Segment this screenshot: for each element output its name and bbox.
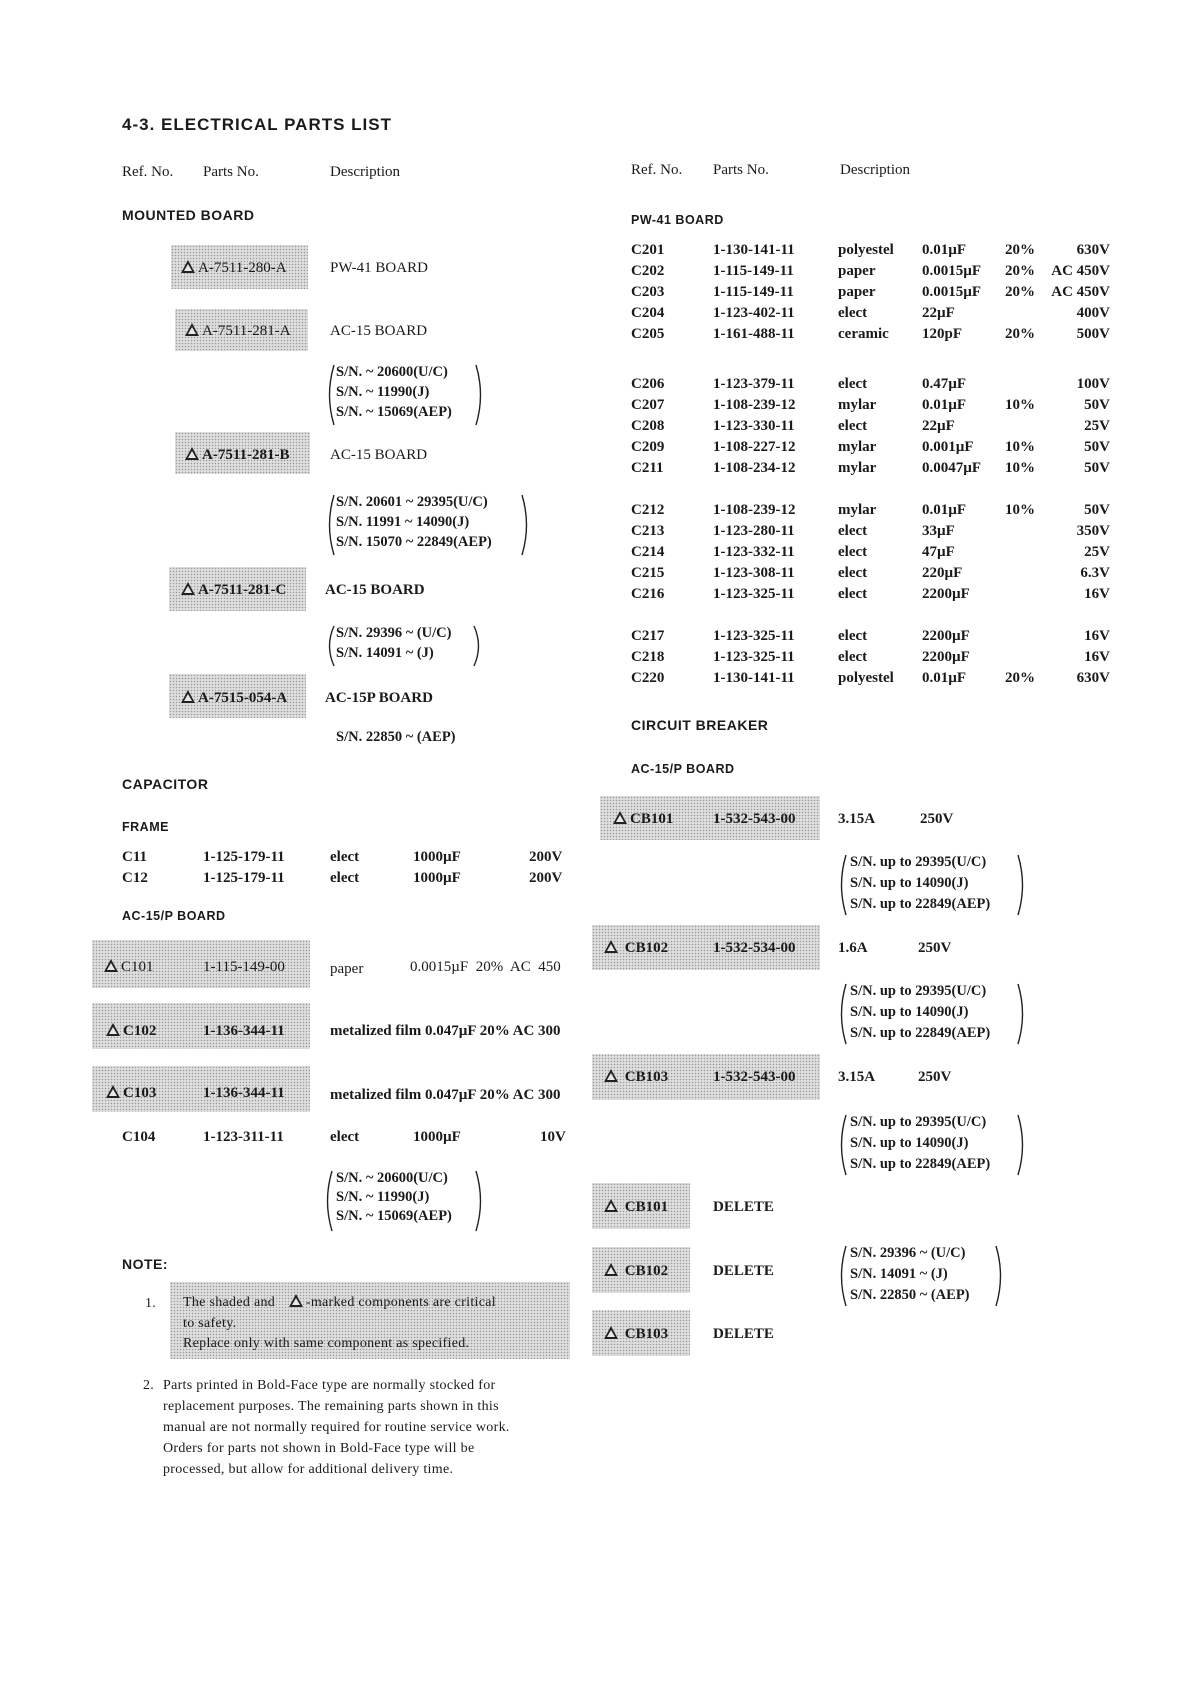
mounted-board-heading: MOUNTED BOARD	[122, 207, 255, 223]
cell-value: 22µF	[922, 418, 955, 434]
part-description: AC-15P BOARD	[325, 690, 433, 706]
cell-rating: 25V	[1084, 418, 1110, 434]
cell-rating: 100V	[1076, 376, 1110, 392]
part-number: A-7511-280-A	[198, 260, 287, 276]
warning-triangle-icon	[185, 447, 199, 460]
cell-part: 1-130-141-11	[713, 242, 795, 258]
current-rating: 3.15A	[838, 1069, 876, 1085]
cell-part: 1-123-325-11	[713, 586, 795, 602]
part-description: AC-15 BOARD	[325, 582, 425, 598]
part-number: 1-532-543-00	[713, 811, 796, 827]
cell-part: 1-115-149-11	[713, 263, 794, 279]
cb-board-heading: AC-15/P BOARD	[631, 762, 735, 776]
note-text-part: -marked components are critical	[305, 1295, 496, 1310]
cell-value: 0.0015µF	[922, 263, 982, 279]
serial-number-range: S/N. 15070 ~ 22849(AEP)	[336, 534, 492, 550]
ref-number: C102	[123, 1023, 157, 1039]
serial-number-range: S/N. ~ 15069(AEP)	[336, 404, 452, 420]
cell-type: elect	[838, 649, 868, 665]
right-bracket	[474, 1170, 486, 1232]
cell-type: elect	[838, 418, 868, 434]
warning-triangle-icon	[181, 582, 195, 595]
part-number: A-7511-281-C	[198, 582, 287, 598]
list-item	[104, 958, 154, 976]
ref-number: CB103	[624, 1069, 669, 1085]
cell-rating: 50V	[1084, 460, 1110, 476]
note-text: manual are not normally required for routine service work.	[163, 1420, 510, 1435]
cell-rating: 630V	[1076, 670, 1110, 686]
left-bracket	[836, 1114, 848, 1176]
note-text: Parts printed in Bold-Face type are normally stocked for	[163, 1378, 496, 1393]
cell-value: 33µF	[922, 523, 955, 539]
serial-number-range: S/N. 20601 ~ 29395(U/C)	[336, 494, 488, 510]
list-item	[181, 581, 286, 599]
part-number: 1-115-149-00	[203, 959, 285, 975]
note-heading: NOTE:	[122, 1256, 169, 1272]
list-item	[106, 1084, 156, 1102]
serial-number-range: S/N. up to 14090(J)	[850, 1004, 969, 1020]
delete-label: DELETE	[713, 1263, 774, 1279]
cell-value: 2200µF	[922, 586, 970, 602]
list-item	[613, 810, 673, 828]
cell-part: 1-108-239-12	[713, 502, 796, 518]
frame-heading: FRAME	[122, 820, 169, 834]
left-bracket	[324, 494, 336, 556]
warning-triangle-icon	[104, 959, 118, 972]
cell-value: 22µF	[922, 305, 955, 321]
ref-number: C11	[122, 849, 148, 865]
note-text: replacement purposes. The remaining parts shown in this	[163, 1399, 499, 1414]
part-number: 1-532-543-00	[713, 1069, 796, 1085]
voltage-rating: 200V	[529, 870, 563, 886]
right-bracket	[472, 625, 484, 667]
left-bracket	[836, 854, 848, 916]
list-item	[106, 1022, 156, 1040]
left-bracket	[836, 983, 848, 1045]
cell-rating: 50V	[1084, 439, 1110, 455]
cell-part: 1-123-325-11	[713, 628, 795, 644]
part-number: A-7511-281-B	[202, 447, 290, 463]
part-number: 1-532-534-00	[713, 940, 796, 956]
capacitor-heading: CAPACITOR	[122, 776, 209, 792]
left-bracket	[324, 364, 336, 426]
capacitor-value: 1000µF	[413, 849, 461, 865]
cell-type: elect	[838, 565, 868, 581]
cell-rating: 16V	[1084, 586, 1110, 602]
cell-ref: C214	[631, 544, 665, 560]
cell-value: 0.0015µF	[922, 284, 982, 300]
capacitor-type: elect	[330, 870, 360, 886]
serial-number-range: S/N. 14091 ~ (J)	[336, 645, 434, 661]
warning-triangle-icon	[604, 940, 618, 953]
part-number: A-7515-054-A	[198, 690, 288, 706]
serial-number-range: S/N. ~ 15069(AEP)	[336, 1208, 452, 1224]
list-item	[185, 446, 290, 464]
cell-ref: C206	[631, 376, 665, 392]
part-number: 1-125-179-11	[203, 870, 285, 886]
cell-type: elect	[838, 523, 868, 539]
cell-ref: C205	[631, 326, 665, 342]
cell-part: 1-115-149-11	[713, 284, 794, 300]
cell-tol: 20%	[1005, 284, 1035, 300]
cell-type: elect	[838, 305, 868, 321]
cell-part: 1-108-234-12	[713, 460, 796, 476]
cell-type: paper	[838, 263, 876, 279]
cell-part: 1-108-239-12	[713, 397, 796, 413]
voltage-rating: 250V	[918, 1069, 952, 1085]
list-item	[604, 1262, 668, 1280]
ac-board-heading: AC-15/P BOARD	[122, 909, 226, 923]
capacitor-type: elect	[330, 1129, 360, 1145]
right-bracket	[1016, 1114, 1028, 1176]
delete-label: DELETE	[713, 1199, 774, 1215]
ref-number: C103	[123, 1085, 157, 1101]
part-description: PW-41 BOARD	[330, 260, 428, 276]
pw41-board-heading: PW-41 BOARD	[631, 213, 724, 227]
warning-triangle-icon	[604, 1263, 618, 1276]
serial-number-range: S/N. ~ 20600(U/C)	[336, 1170, 448, 1186]
note-number: 1.	[145, 1296, 157, 1311]
ref-number: CB102	[624, 940, 669, 956]
serial-number-range: S/N. up to 22849(AEP)	[850, 1156, 991, 1172]
cell-tol: 10%	[1005, 439, 1035, 455]
cell-rating: AC 450V	[1051, 284, 1110, 300]
cell-rating: 50V	[1084, 397, 1110, 413]
current-rating: 1.6A	[838, 940, 868, 956]
cell-ref: C218	[631, 649, 665, 665]
list-item	[185, 322, 291, 340]
serial-number-range: S/N. 22850 ~ (AEP)	[336, 729, 456, 745]
warning-triangle-icon	[613, 811, 627, 824]
cell-rating: AC 450V	[1051, 263, 1110, 279]
part-number: 1-136-344-11	[203, 1023, 285, 1039]
cell-type: polyestel	[838, 670, 894, 686]
warning-triangle-icon	[181, 260, 195, 273]
serial-number-range: S/N. up to 29395(U/C)	[850, 854, 987, 870]
cell-tol: 20%	[1005, 326, 1035, 342]
right-bracket	[520, 494, 532, 556]
cell-ref: C220	[631, 670, 665, 686]
cell-ref: C207	[631, 397, 665, 413]
cell-tol: 20%	[1005, 263, 1035, 279]
note-text-part: The shaded and	[183, 1295, 276, 1310]
serial-number-range: S/N. ~ 20600(U/C)	[336, 364, 448, 380]
parts-no-header: Parts No.	[713, 162, 769, 178]
warning-triangle-icon	[289, 1294, 303, 1307]
cell-value: 0.0047µF	[922, 460, 982, 476]
cell-part: 1-130-141-11	[713, 670, 795, 686]
cell-type: mylar	[838, 460, 877, 476]
cell-part: 1-123-402-11	[713, 305, 795, 321]
cell-value: 2200µF	[922, 649, 970, 665]
cell-part: 1-123-379-11	[713, 376, 795, 392]
cell-value: 2200µF	[922, 628, 970, 644]
warning-triangle-icon	[604, 1326, 618, 1339]
serial-number-range: S/N. 29396 ~ (U/C)	[850, 1245, 966, 1261]
cell-ref: C201	[631, 242, 665, 258]
cell-rating: 500V	[1076, 326, 1110, 342]
circuit-breaker-heading: CIRCUIT BREAKER	[631, 717, 769, 733]
cell-type: elect	[838, 586, 868, 602]
cell-part: 1-161-488-11	[713, 326, 795, 342]
ref-no-header: Ref. No.	[122, 164, 174, 180]
warning-triangle-icon	[604, 1069, 618, 1082]
part-description: metalized film 0.047µF 20% AC 300	[330, 1023, 561, 1039]
right-bracket	[474, 364, 486, 426]
part-number: 1-136-344-11	[203, 1085, 285, 1101]
serial-number-range: S/N. up to 22849(AEP)	[850, 896, 991, 912]
list-item	[181, 689, 287, 707]
cell-ref: C208	[631, 418, 665, 434]
warning-triangle-icon	[604, 1199, 618, 1212]
warning-triangle-icon	[181, 690, 195, 703]
cell-ref: C209	[631, 439, 665, 455]
cell-ref: C212	[631, 502, 665, 518]
list-item	[604, 939, 668, 957]
ref-number: C12	[122, 870, 148, 886]
serial-number-range: S/N. 14091 ~ (J)	[850, 1266, 948, 1282]
list-item	[181, 259, 287, 277]
cell-rating: 350V	[1076, 523, 1110, 539]
cell-rating: 50V	[1084, 502, 1110, 518]
cell-value: 0.001µF	[922, 439, 974, 455]
note-text	[183, 1292, 496, 1313]
cell-value: 0.01µF	[922, 502, 967, 518]
cell-part: 1-108-227-12	[713, 439, 796, 455]
cell-type: ceramic	[838, 326, 889, 342]
cell-rating: 6.3V	[1080, 565, 1110, 581]
cell-ref: C203	[631, 284, 665, 300]
serial-number-range: S/N. ~ 11990(J)	[336, 1189, 430, 1205]
cell-ref: C213	[631, 523, 665, 539]
serial-number-range: S/N. up to 14090(J)	[850, 875, 969, 891]
cell-value: 120pF	[922, 326, 963, 342]
page-title: 4-3. ELECTRICAL PARTS LIST	[122, 115, 393, 134]
list-item	[604, 1325, 668, 1343]
part-description: AC-15 BOARD	[330, 323, 428, 339]
capacitor-value: 0.0015µF 20% AC 450	[410, 959, 561, 975]
cell-value: 47µF	[922, 544, 955, 560]
capacitor-value: 1000µF	[413, 1129, 461, 1145]
cell-tol: 10%	[1005, 502, 1035, 518]
note-number: 2.	[143, 1378, 155, 1393]
left-bracket	[322, 1170, 334, 1232]
cell-value: 220µF	[922, 565, 963, 581]
capacitor-type: elect	[330, 849, 360, 865]
cell-value: 0.47µF	[922, 376, 967, 392]
cell-rating: 25V	[1084, 544, 1110, 560]
cell-rating: 16V	[1084, 649, 1110, 665]
description-header: Description	[840, 162, 910, 178]
cell-part: 1-123-308-11	[713, 565, 795, 581]
ref-number: CB103	[624, 1326, 669, 1342]
cell-ref: C217	[631, 628, 665, 644]
cell-type: polyestel	[838, 242, 894, 258]
note-text: Orders for parts not shown in Bold-Face type will be	[163, 1441, 475, 1456]
cell-part: 1-123-280-11	[713, 523, 795, 539]
ref-no-header: Ref. No.	[631, 162, 683, 178]
description-header: Description	[330, 164, 400, 180]
cell-rating: 16V	[1084, 628, 1110, 644]
ref-number: C104	[122, 1129, 156, 1145]
cell-ref: C202	[631, 263, 665, 279]
cell-ref: C204	[631, 305, 665, 321]
serial-number-range: S/N. ~ 11990(J)	[336, 384, 430, 400]
cell-ref: C215	[631, 565, 665, 581]
cell-type: elect	[838, 544, 868, 560]
delete-label: DELETE	[713, 1326, 774, 1342]
cell-ref: C216	[631, 586, 665, 602]
serial-number-range: S/N. up to 22849(AEP)	[850, 1025, 991, 1041]
voltage-rating: 200V	[529, 849, 563, 865]
warning-triangle-icon	[185, 323, 199, 336]
serial-number-range: S/N. up to 29395(U/C)	[850, 1114, 987, 1130]
serial-number-range: S/N. 11991 ~ 14090(J)	[336, 514, 470, 530]
cell-type: elect	[838, 376, 868, 392]
cell-ref: C211	[631, 460, 664, 476]
right-bracket	[994, 1245, 1006, 1307]
right-bracket	[1016, 983, 1028, 1045]
cell-type: paper	[838, 284, 876, 300]
serial-number-range: S/N. 29396 ~ (U/C)	[336, 625, 452, 641]
part-number: A-7511-281-A	[202, 323, 291, 339]
note-text: Replace only with same component as specified.	[183, 1336, 470, 1351]
list-item	[604, 1198, 668, 1216]
voltage-rating: 10V	[540, 1129, 566, 1145]
ref-number: CB101	[630, 811, 674, 827]
cell-part: 1-123-330-11	[713, 418, 795, 434]
part-number: 1-123-311-11	[203, 1129, 284, 1145]
note-text: to safety.	[183, 1316, 237, 1331]
cell-type: elect	[838, 628, 868, 644]
serial-number-range: S/N. up to 29395(U/C)	[850, 983, 987, 999]
parts-no-header: Parts No.	[203, 164, 259, 180]
cell-rating: 400V	[1076, 305, 1110, 321]
cell-rating: 630V	[1076, 242, 1110, 258]
cell-tol: 20%	[1005, 670, 1035, 686]
left-bracket	[836, 1245, 848, 1307]
list-item	[604, 1068, 668, 1086]
note-text: processed, but allow for additional delivery time.	[163, 1462, 454, 1477]
ref-number: CB102	[624, 1263, 669, 1279]
part-number: 1-125-179-11	[203, 849, 285, 865]
left-bracket	[324, 625, 336, 667]
ref-number: CB101	[624, 1199, 669, 1215]
warning-triangle-icon	[106, 1023, 120, 1036]
cell-type: mylar	[838, 439, 877, 455]
part-description: AC-15 BOARD	[330, 447, 428, 463]
ref-number: C101	[121, 959, 154, 975]
cell-tol: 10%	[1005, 460, 1035, 476]
cell-tol: 10%	[1005, 397, 1035, 413]
serial-number-range: S/N. 22850 ~ (AEP)	[850, 1287, 970, 1303]
cell-value: 0.01µF	[922, 670, 967, 686]
warning-triangle-icon	[106, 1085, 120, 1098]
cell-tol: 20%	[1005, 242, 1035, 258]
cell-value: 0.01µF	[922, 242, 967, 258]
voltage-rating: 250V	[920, 811, 954, 827]
capacitor-type: paper	[330, 961, 364, 977]
right-bracket	[1016, 854, 1028, 916]
cell-type: mylar	[838, 397, 877, 413]
cell-value: 0.01µF	[922, 397, 967, 413]
cell-part: 1-123-325-11	[713, 649, 795, 665]
part-description: metalized film 0.047µF 20% AC 300	[330, 1087, 561, 1103]
serial-number-range: S/N. up to 14090(J)	[850, 1135, 969, 1151]
cell-part: 1-123-332-11	[713, 544, 795, 560]
voltage-rating: 250V	[918, 940, 952, 956]
current-rating: 3.15A	[838, 811, 876, 827]
capacitor-value: 1000µF	[413, 870, 461, 886]
cell-type: mylar	[838, 502, 877, 518]
